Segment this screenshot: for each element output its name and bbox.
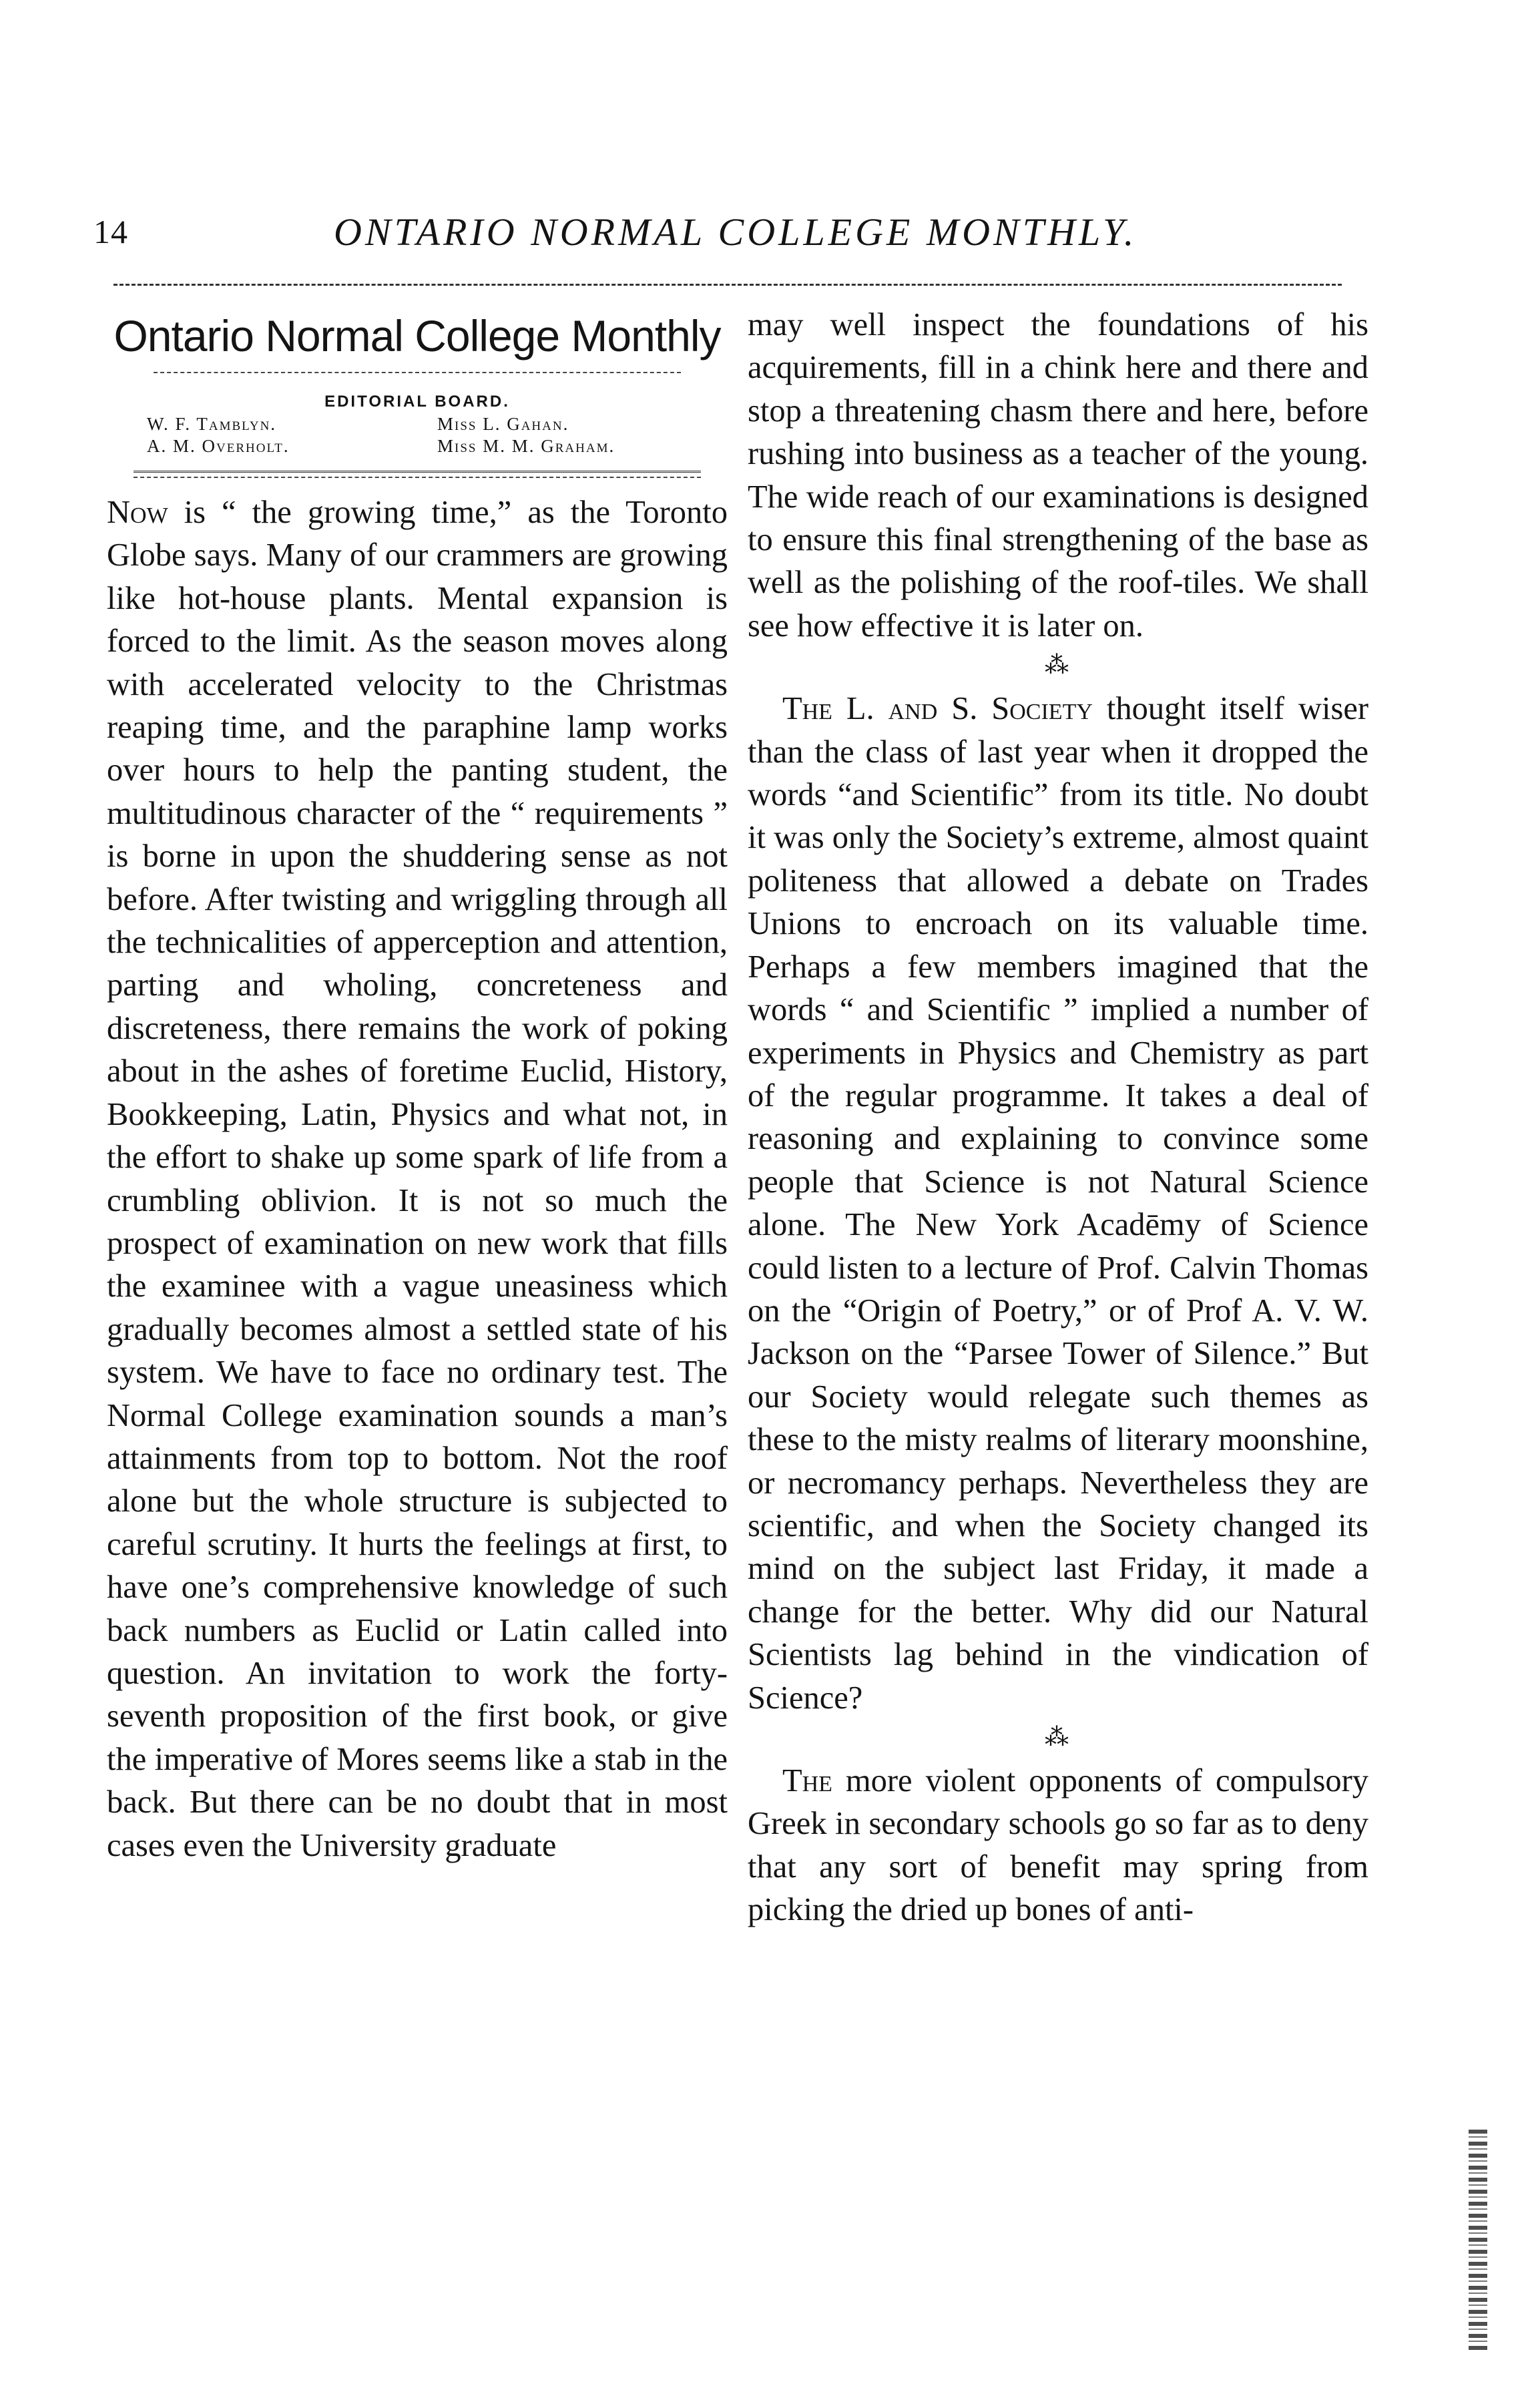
masthead-title: Ontario Normal College Monthly [113,311,721,360]
paragraph-text: more violent opponents of compulsory Greek in secondary schools go so far as to deny that any sort of benefit may spring from picking the dried up bones of anti- [748,1763,1368,1928]
lead-word: Now [107,495,168,530]
editorial-board-title: EDITORIAL BOARD. [324,393,510,411]
page-number: 14 [93,213,128,250]
header-rule [113,284,1342,286]
lead-word: The L. and S. Society [782,691,1093,727]
board-member: W. F. Tamblyn. [147,414,277,434]
left-column [107,304,728,1867]
running-title: ONTARIO NORMAL COLLEGE MONTHLY. [334,210,1137,254]
board-member: Miss L. Gahan. [437,414,569,434]
masthead-double-rule [134,471,701,478]
masthead-rule [154,372,681,373]
paragraph-text: is “ the growing time,” as the Toronto Globe says. Many of our crammers are growing like hot-house plants. Mental expansion is forced to the limit. As the season moves along with accelerated velocity to the Christmas reaping time, and the paraphine lamp works over hours to help the panting student, the multitudinous character of the “ requirements ” is borne in upon the shuddering sense as not before. After twisting and wriggling through all the technicalities of apperception and attention, parting and wholing, concreteness and discreteness, there remains the work of poking about in the ashes of foretime Euclid, History, Bookkeeping, Latin, Physics and what not, in the effort to shake up some spark of life from a crumbling oblivion. It is not so much the prospect of examination on new work that fills the examinee with a vague uneasiness which gradually becomes almost a settled state of his system. We have to face no ordinary test. The Normal College examination sounds a man’s attainments from top to bottom. Not the roof alone but the whole structure is subjected to careful scrutiny. It hurts the feelings at first, to have one’s comprehensive knowledge of such back numbers as Euclid or Latin called into question. An invitation to work the forty-seventh proposition of the first book, or give the imperative of Mores seems like a stab in the back. But there can be no doubt that in most cases even the University graduate [107,495,728,1863]
section-separator: ⁂ [1045,652,1071,679]
section-separator: ⁂ [1045,1724,1071,1750]
board-member: A. M. Overholt. [147,436,290,456]
editorial-paragraph-3 [748,1760,1368,1932]
right-column [748,304,1368,1932]
continuation-paragraph: may well inspect the foundations of his acquirements, fill in a chink here and there and stop a threatening chasm there and here, before rushing into business as a teacher of the young. The wide reach of our examinations is designed to ensure this final strengthening of the base as well as the polishing of the roof-tiles. We shall see how effective it is later on. [748,307,1368,644]
lead-word: The [782,1763,832,1798]
editorial-paragraph-1 [107,491,728,1867]
page-edge-marks [1469,2130,1487,2350]
paragraph-text: thought itself wiser than the class of last year when it dropped the words “and Scientific” from its title. No doubt it was only the Society’s extreme, almost quaint politeness that allowed a debate on Trades Unions to encroach on its valuable time. Perhaps a few members imagined that the words “ and Scientific ” implied a number of experiments in Physics and Chemistry as part of the regular programme. It takes a deal of reasoning and explaining to convince some people that Science is not Natural Science alone. The New York Acadēmy of Science could listen to a lecture of Prof. Calvin Thomas on the “Origin of Poetry,” or of Prof A. V. W. Jackson on the “Parsee Tower of Silence.” But our Society would relegate such themes as these to the misty realms of literary moonshine, or necromancy perhaps. Nevertheless they are scientific, and when the Society changed its mind on the subject last Friday, it made a change for the better. Why did our Natural Scientists lag behind in the vindication of Science? [748,691,1369,1716]
editorial-paragraph-2 [748,688,1368,1720]
board-member: Miss M. M. Graham. [437,436,615,456]
editorial-board-list [107,413,728,457]
